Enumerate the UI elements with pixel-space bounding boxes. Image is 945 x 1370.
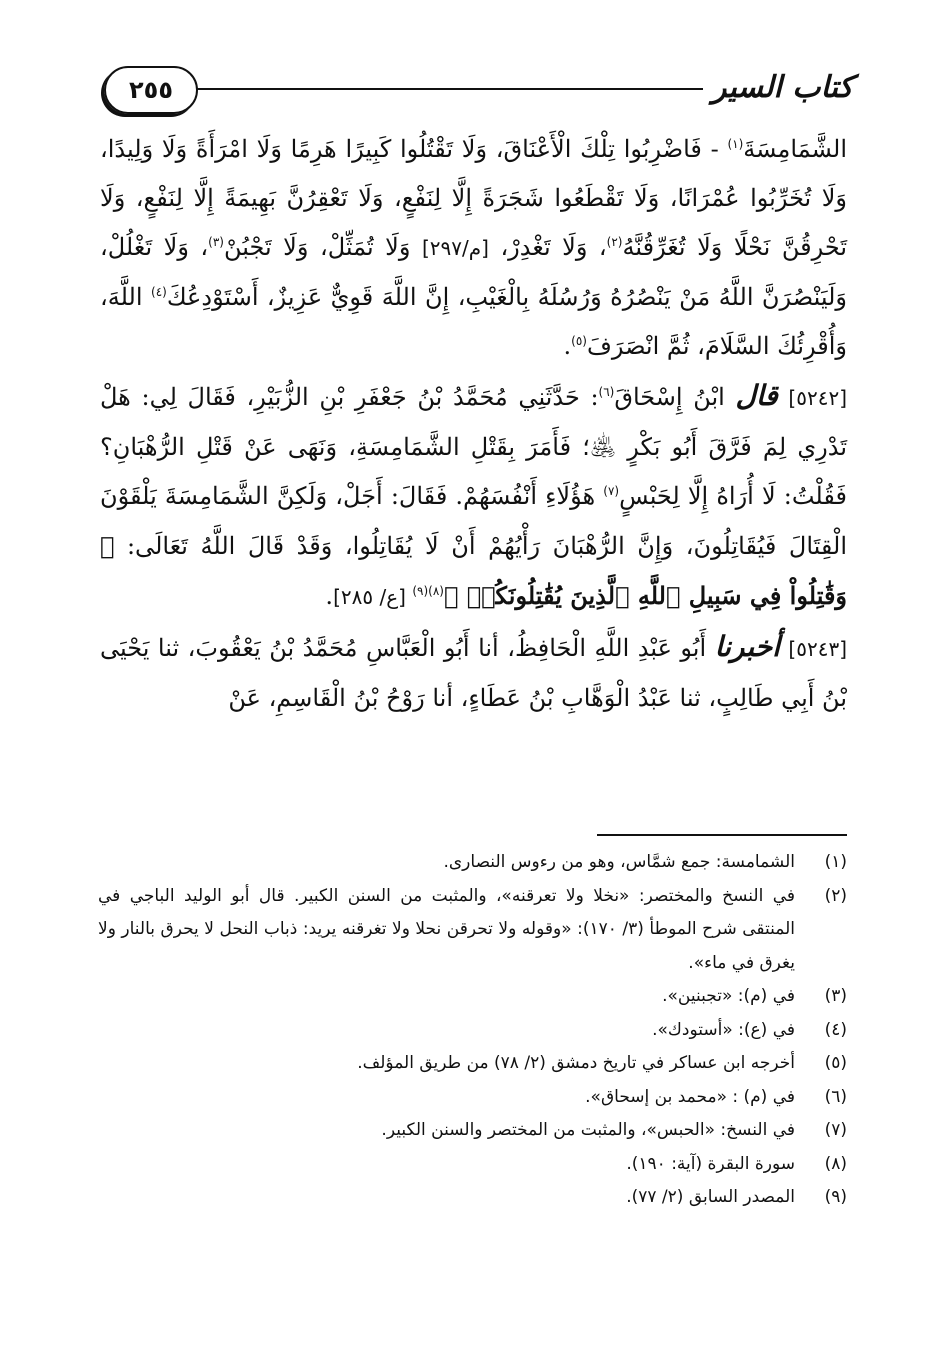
manuscript-reference: [ع/ ٢٨٥] <box>333 585 413 609</box>
footnote-marker: (٥) <box>571 334 587 348</box>
footnote-text: سورة البقرة (آية: ١٩٠). <box>626 1153 795 1174</box>
text-run: ابْنُ إِسْحَاقَ <box>614 383 736 411</box>
header-rule <box>196 88 703 90</box>
text-run: ، وَلَا تَغْدِرْ، <box>488 233 607 261</box>
text-run: الشَّمَامِسَةَ <box>743 135 847 163</box>
page-number-badge: ٢٥٥ <box>104 66 198 114</box>
footnote-number: (٣) <box>824 986 847 1006</box>
footnote <box>98 1081 847 1115</box>
running-head-title: كتاب السير <box>711 70 853 105</box>
paragraph-5242 <box>100 371 847 622</box>
footnote-number: (٧) <box>824 1120 847 1140</box>
footnote-number: (٢) <box>824 885 847 906</box>
footnote-separator <box>597 834 847 836</box>
footnote-number: (٦) <box>824 1086 847 1107</box>
footnote-text: أخرجه ابن عساكر في تاريخ دمشق (٢/ ٧٨) من طريق المؤلف. <box>357 1053 795 1073</box>
text-run: . <box>325 582 334 610</box>
page-header <box>100 62 853 118</box>
text-run: ، وَلَا تَغْلُلْ، وَلَيَنْصُرَنَّ اللَّهُ مَنْ يَنْصُرُهُ وَرُسُلَهُ بِالْغَيْبِ، إِنَّ اللَّهَ قَوِيٌّ عَزِيزٌ، أَسْتَوْدِعُكَ <box>100 233 847 311</box>
footnote-marker: (٤) <box>151 285 167 299</box>
quran-verse: ﴿ وَقَٰتِلُواْ فِي سَبِيلِ ٱللَّهِ ٱلَّذِينَ يُقَٰتِلُونَكُمۡ ﴾ <box>100 531 847 610</box>
narration-keyword: قال <box>735 379 778 412</box>
hadith-number: [٥٢٤٣] <box>788 637 847 661</box>
footnote-marker: (١) <box>727 137 744 151</box>
footnote-text: في النسخ: «الحبس»، والمثبت من المختصر والسنن الكبير. <box>381 1120 795 1140</box>
footnote-marker: (٧) <box>603 484 620 498</box>
text-run: اللَّهَ، وَأُقْرِئُكَ السَّلَامَ، ثُمَّ انْصَرَفَ <box>100 283 847 360</box>
footnote-marker: (٢) <box>606 235 623 249</box>
footnote <box>98 980 847 1014</box>
narration-keyword: أخبرنا <box>714 630 780 663</box>
manuscript-reference: [م/٢٩٧] <box>421 236 489 260</box>
footnote-text: في (م): «تجبنين». <box>662 986 795 1006</box>
footnote-text: في النسخ والمختصر: «نخلا ولا تعرقنه»، والمثبت من السنن الكبير. قال أبو الوليد الباجي في المنتقى شرح الموطأ (٣/ ١٧٠): «وقوله ولا تحرقن نحلا ولا تغرقنه يريد: ذباب النحل لا يحرق بالنار ولا يغرق في ماء». <box>98 885 795 973</box>
footnote-marker: (٣) <box>208 235 224 249</box>
footnote-number: (٩) <box>824 1187 847 1207</box>
footnote-text: الشمامسة: جمع شمَّاس، وهو من رءوس النصارى. <box>443 852 795 872</box>
footnote-text: المصدر السابق (٢/ ٧٧). <box>626 1187 795 1207</box>
text-run: أَبُو عَبْدِ اللَّهِ الْحَافِظُ، أنا أَبُو الْعَبَّاسِ مُحَمَّدُ بْنُ يَعْقُوبَ، ثنا يَحْيَى بْنُ أَبِي طَالِبٍ، ثنا عَبْدُ الْوَهَّابِ بْنُ عَطَاءٍ، أنا رَوْحُ بْنُ الْقَاسِمِ، عَنْ <box>100 634 847 712</box>
footnote-number: (٨) <box>824 1153 847 1174</box>
footnote-text: في (م) : «محمد بن إسحاق». <box>585 1086 795 1107</box>
text-run: وَلَا تُمَثِّلْ، وَلَا تَجْبُنْ <box>223 233 422 261</box>
paragraph-5243 <box>100 622 847 723</box>
footnote <box>98 1148 847 1182</box>
footnote-number: (١) <box>824 852 847 872</box>
text-run: . <box>563 332 572 360</box>
text-run: : حَدَّثَنِي مُحَمَّدُ بْنُ جَعْفَرِ بْنِ الزُّبَيْرِ، فَقَالَ لِي: هَلْ تَدْرِي لِمَ فَرَّقَ أَبُو بَكْرٍ ﵁؛ فَأَمَرَ بِقَتْلِ الشَّمَامِسَةِ، وَنَهَى عَنْ قَتْلِ الرُّهْبَانِ؟ فَقُلْتُ: لَا أُرَاهُ إِلَّا لِحَبْسٍ <box>100 383 847 510</box>
text-run: - فَاضْرِبُوا تِلْكَ الْأَعْنَاقَ، وَلَا تَقْتُلُوا كَبِيرًا هَرِمًا وَلَا امْرَأَةً وَلَا وَلِيدًا، وَلَا تُخَرِّبُوا عُمْرَانًا، وَلَا تَقْطَعُوا شَجَرَةً إِلَّا لِنَفْعٍ، وَلَا تَعْقِرُنَّ بَهِيمَةً إِلَّا لِنَفْعٍ، وَلَا تَحْرِقُنَّ نَحْلًا وَلَا تُغَرِّقُنَّهُ <box>100 135 847 261</box>
footnote-marker: (٦) <box>598 385 615 399</box>
hadith-number: [٥٢٤٢] <box>788 386 847 410</box>
footnote <box>98 1181 847 1215</box>
footnote <box>98 880 847 981</box>
paragraph-continuation <box>100 125 847 371</box>
footnotes <box>98 846 847 1215</box>
footnote <box>98 1047 847 1081</box>
footnote-number: (٥) <box>824 1053 847 1073</box>
footnote <box>98 1114 847 1148</box>
footnote-number: (٤) <box>824 1019 847 1040</box>
footnote <box>98 1014 847 1048</box>
text-run: هَؤُلَاءِ أَنْفُسَهُمْ. فَقَالَ: أَجَلْ، وَلَكِنَّ الشَّمَامِسَةَ يَلْقَوْنَ الْقِتَالَ فَيُقَاتِلُونَ، وَإِنَّ الرُّهْبَانَ رَأْيُهُمْ أَنْ لَا يُقَاتِلُوا، وَقَدْ قَالَ اللَّهُ تَعَالَى: <box>100 482 847 560</box>
footnote-text: في (ع): «أستودك». <box>652 1019 795 1040</box>
footnote-marker: (٨)(٩) <box>412 584 444 598</box>
main-text <box>100 125 847 723</box>
footnote <box>98 846 847 880</box>
